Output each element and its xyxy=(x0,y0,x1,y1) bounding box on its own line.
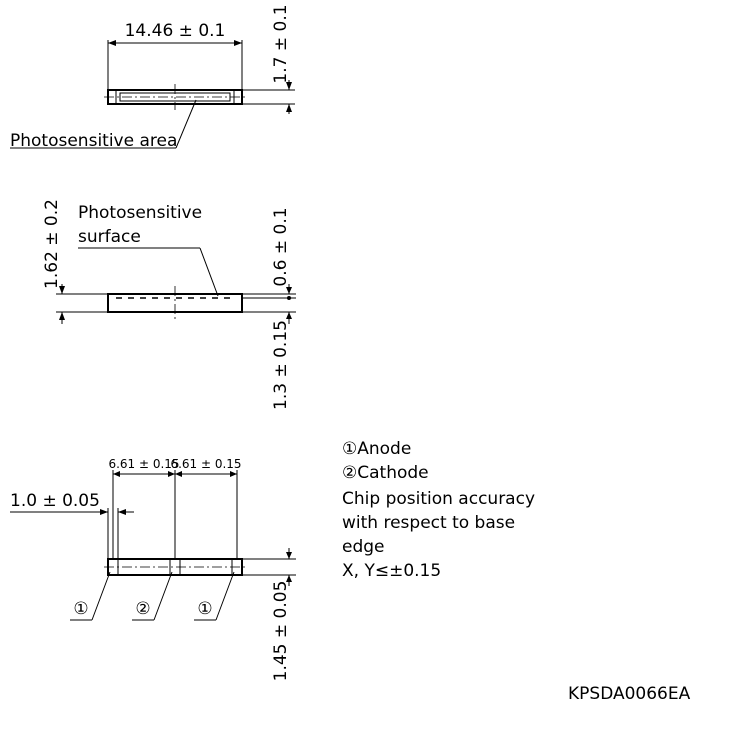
photosensitive-surface-leader xyxy=(200,248,218,296)
note-line-3: edge xyxy=(342,537,385,557)
bottom-view xyxy=(10,457,296,681)
photosensitive-surface-label-line1: Photosensitive xyxy=(78,203,203,223)
pitch-dimension-label-1: 6.61 ± 0.15 xyxy=(108,457,180,471)
pin-label-anode-right: ① xyxy=(197,599,213,619)
thickness-dimension-label: 1.7 ± 0.1 xyxy=(271,4,291,84)
pitch-dimension-label-2: 6.61 ± 0.15 xyxy=(170,457,242,471)
drawing-code: KPSDA0066EA xyxy=(568,684,691,704)
pin-label-anode-left: ① xyxy=(73,599,89,619)
notes xyxy=(342,439,535,581)
note-cathode: ②Cathode xyxy=(342,463,429,483)
width-dimension-label: 14.46 ± 0.1 xyxy=(124,21,226,41)
photosensitive-area-leader xyxy=(176,100,196,148)
note-line-4: X, Y≤±0.15 xyxy=(342,561,442,581)
surface-bottom-dimension-label: 1.3 ± 0.15 xyxy=(271,320,291,410)
pin-label-cathode: ② xyxy=(135,599,151,619)
surface-top-dimension-label: 0.6 ± 0.1 xyxy=(271,207,291,287)
note-line-2: with respect to base xyxy=(342,513,516,533)
bottom-height-dimension-label: 1.45 ± 0.05 xyxy=(271,580,291,682)
top-view xyxy=(10,4,295,151)
photosensitive-area-label: Photosensitive area xyxy=(10,131,178,151)
note-anode: ①Anode xyxy=(342,439,412,459)
photosensitive-surface-label-line2: surface xyxy=(78,227,141,247)
note-line-1: Chip position accuracy xyxy=(342,489,536,509)
side-height-dimension-label: 1.62 ± 0.2 xyxy=(42,199,62,289)
side-view xyxy=(42,199,296,410)
pad-dimension-label: 1.0 ± 0.05 xyxy=(10,491,100,511)
